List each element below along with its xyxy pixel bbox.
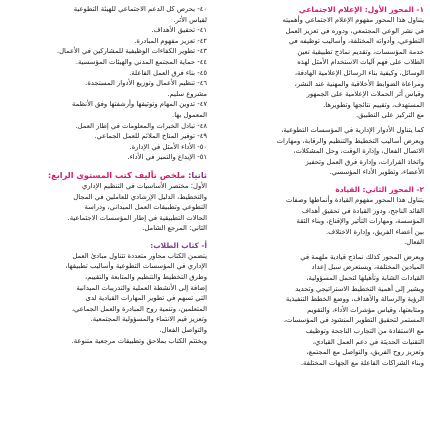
paragraph-line: وتعزيز قيم الانتماء والمسؤولية المجتمعية. xyxy=(90,315,207,324)
paragraph-line: وطرق التخطيط والتنظيم والمتابعة والتقييم، xyxy=(85,273,207,282)
paragraph-line: ويعرض أساليب التخطيط والتنظيم والرقابة، ومهارات xyxy=(276,136,424,145)
section-title: أ- كتاب الطلاب: xyxy=(150,240,207,250)
paragraph-line: خدمة المؤسسات، وتقديم نماذج تطبيقية تعين xyxy=(297,47,424,56)
list-line: لقياس الأثر. xyxy=(173,15,207,24)
paragraph-line: ومراعاة الضوابط الأخلاقية والمهنية عند النشر، xyxy=(294,79,424,88)
paragraph-line: والتخطيط، الدليل الإرشادي للعاملين في المجال xyxy=(73,192,207,201)
paragraph-line: في نشر الوعي المجتمعي، ودوره في تعزيز العمل xyxy=(285,26,424,35)
paragraph-line: الأول: مختصر الأساسيات في التنظيم الإداري xyxy=(82,181,207,190)
left-column xyxy=(221,4,424,430)
paragraph-line: وقياس أثر الحملات الإعلامية على الجمهور xyxy=(306,90,424,99)
list-line: ٤٥- بناء فرق العمل الفاعلة. xyxy=(129,68,207,77)
paragraph-line: بين أعضاء الفريق، وإدارة الاختلاف. xyxy=(326,227,424,236)
paragraph-line: المؤسسة، ومهارات التأثير والإقناع، وبناء الثقة xyxy=(296,217,424,226)
paragraph-line: إضافة إلى الأنشطة العملية والتدريبات الميدانية xyxy=(76,283,207,292)
right-column xyxy=(6,4,209,430)
list-line: ٤٦- تنظيم الأعمال وتوزيع الأدوار المستجدة. xyxy=(85,79,207,88)
list-line: ٤٩- توفير المناخ الملائم للعمل الجماعي. xyxy=(94,132,207,141)
heading-prefix: ثانيا: xyxy=(188,169,207,180)
block2-paragraph xyxy=(223,195,424,248)
list-line: ٤٢- تعزيز مفهوم المبادرة. xyxy=(134,36,207,45)
paragraph-line: والتواصل الفعال. xyxy=(159,326,207,335)
paragraph-line: وتعزيز روح الفريق، والتواصل مع المجتمع، xyxy=(306,348,424,357)
paragraph-line: ويعرض المحور كذلك نماذج قيادية ملهمة في xyxy=(300,252,424,261)
list-line: ٤٨- تبادل الخبرات والمعلومات في إطار العمل. xyxy=(75,121,207,130)
paragraph-line: يتناول هذا المحور مفهوم الإعلام الاجتماعي وأهميته xyxy=(282,16,424,24)
paragraph-line: مع التركيز على التطبيق. xyxy=(355,111,424,120)
list-line: مشروع سليم. xyxy=(167,89,207,98)
paragraph-line: التطوعي، وأدواته المختلفة، وأساليب توظيفه في xyxy=(288,37,424,46)
paragraph-line: القيادات الشابة وتأهيلها لتحمل المسؤولية، xyxy=(306,274,424,283)
paragraph-line: واتخاذ القرارات، وإدارة فرق العمل وتحفيز xyxy=(305,157,424,166)
paragraph-line: التي تسهم في تطوير المهارات القيادية لدى xyxy=(85,294,207,303)
list-line: ٤٣- تطوير الكفاءات الوظيفية للمشاركين في الأعمال. xyxy=(56,47,207,56)
paragraph-line: ويختتم الكتاب بملاحق وتطبيقات مرجعية متنوعة. xyxy=(71,336,207,345)
paragraph-line: يتضمن الكتاب محاور متعددة تتناول مبادئ العمل xyxy=(72,251,207,260)
section-heading xyxy=(6,169,207,181)
paragraph-line: الأعضاء، وتطوير الأداء المؤسسي. xyxy=(329,168,424,177)
paragraph-line: التقنيات الحديثة في دعم العمل القيادي، xyxy=(312,337,424,346)
paragraph-line: كما يتناول الأدوار الإدارية في المؤسسات التطوعية، xyxy=(281,125,424,134)
paragraph-line: الحالات التطبيقية في إطار المؤسسات الاجتماعية. xyxy=(67,213,207,222)
paragraph-line: الإداري في المؤسسات التطوعية وأساليب تطبيقها، xyxy=(65,262,207,271)
list-line: المعمول بها. xyxy=(172,110,207,119)
block1-more xyxy=(223,125,424,178)
block2-more xyxy=(223,252,424,369)
paragraph-line: المستمر لتحقيق التطوير المنشود في المؤسسات، xyxy=(283,316,424,325)
list-line: ٤٧- تدوين المهام وتوثيقها وأرشفتها وفق الأنظمة xyxy=(72,100,207,109)
heading-paragraph xyxy=(6,181,207,234)
list-line: ٥١- الإبداع والتميز في الأداء. xyxy=(127,153,207,162)
numbered-list xyxy=(6,4,207,163)
heading-text: ملخص تأليف كتب المستوى الرابع: xyxy=(47,169,186,180)
paragraph-line: الوسائل، وكيفية بناء الرسائل الإعلامية الهادفة، xyxy=(294,68,424,77)
paragraph-line: وبناء الشراكات الفاعلة مع الجهات المختلفة. xyxy=(300,358,424,367)
paragraph-line: المستهدف، وتقييم نتائجها وتطويرها. xyxy=(323,100,424,109)
paragraph-line: يتناول هذا المحور مفهوم القيادة وأنماطها وصفات xyxy=(285,195,424,204)
section-paragraph xyxy=(6,251,207,346)
paragraph-line: الميادين المختلفة، ويستعرض سبل إعداد xyxy=(311,263,424,272)
paragraph-line: المتعلمين، وتنمية روح المبادرة والعمل الجماعي، xyxy=(71,304,207,313)
paragraph-line: ويشير إلى أهمية التخطيط الاستراتيجي وتحديد xyxy=(295,284,424,293)
paragraph-line: الطلاب على فهم آليات الاستخدام الأمثل لهذه xyxy=(297,58,424,67)
list-line: ٤١- تحقيق الأهداف. xyxy=(151,26,207,35)
list-line: ٤٤- حماية المجتمع المدني والهيئات المؤسسية. xyxy=(75,57,207,66)
list-line: ٥٠- الأداء الأمثل في الإدارة. xyxy=(129,142,207,151)
paragraph-line: الثاني: المرجع الشامل. xyxy=(142,224,207,233)
list-line: ٤٠- يحرص كل الدعم الاجتماعي للهيئة التطوعية xyxy=(73,5,207,13)
paragraph-line: ومتابعتها، وقياس مؤشرات الأداء، والتقويم xyxy=(307,305,424,314)
paragraph-line: مع الاستفادة من التجارب الناجحة وتوظيف xyxy=(305,327,424,336)
paragraph-line: القائد الناجح، ودور القيادة في تحقيق أهداف xyxy=(301,206,424,215)
paragraph-line: التطوعي وتطبيقات العمل الميداني، ودراسة xyxy=(84,203,207,212)
paragraph-line: الرؤية والرسالة والأهداف، ووضع الخطط التنفيذية xyxy=(285,295,424,304)
paragraph-line: الفعال. xyxy=(404,238,424,247)
block1-title: ١- المحور الأول: الإعلام الاجتماعي xyxy=(298,5,424,14)
block1-paragraph xyxy=(223,15,424,121)
block2-title: ٢- المحور الثاني: القيادة xyxy=(335,184,424,194)
paragraph-line: الاتصال الفعال، وإدارة الوقت، وحل المشكلات، xyxy=(293,147,424,156)
